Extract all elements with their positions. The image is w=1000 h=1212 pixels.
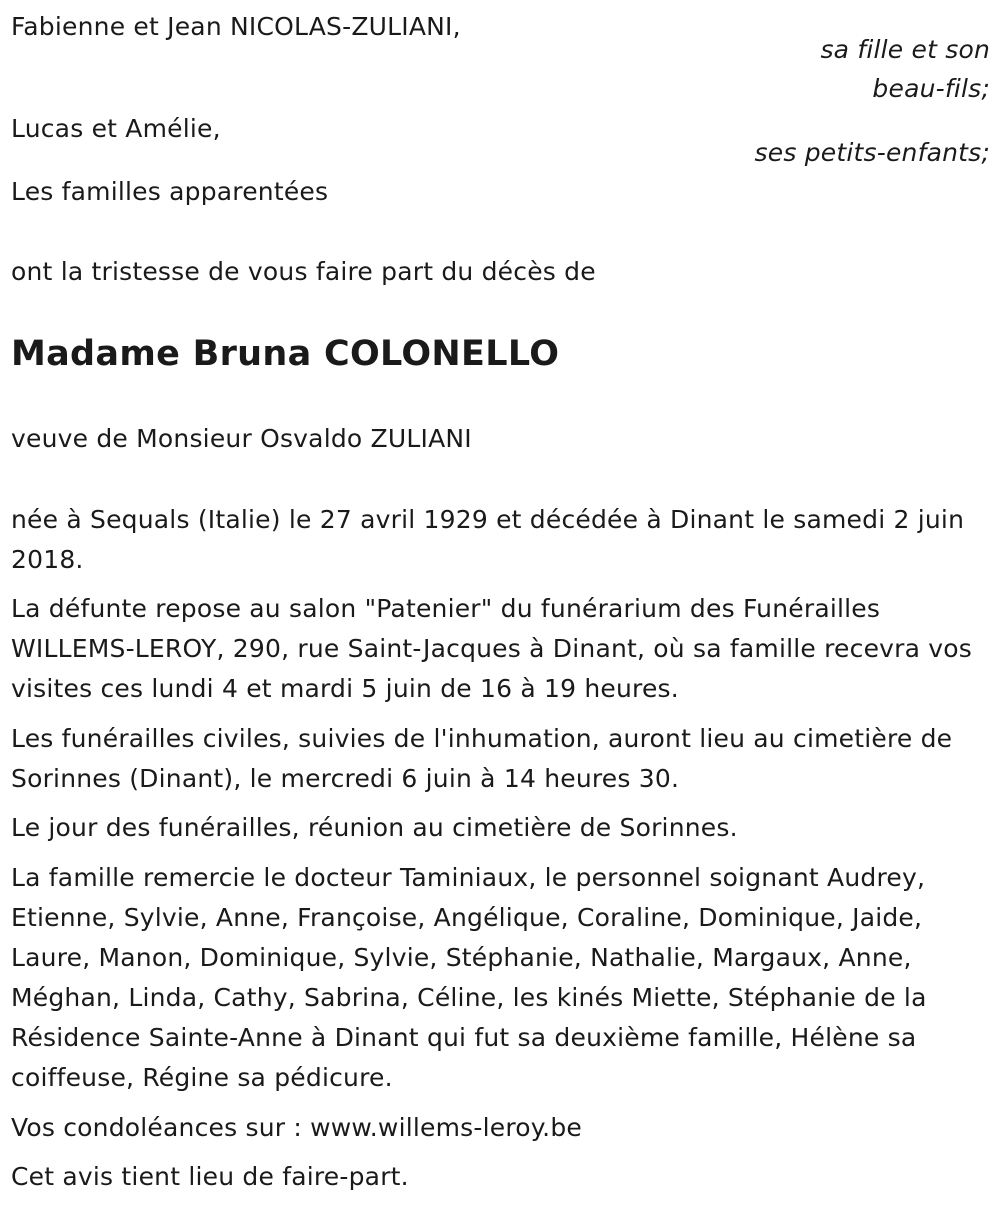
- funeral-paragraph: Les funérailles civiles, suivies de l'inhumation, auront lieu au cimetière de Sorinnes (Dinant), le mercredi 6 juin à 14 heures 30.: [11, 724, 953, 793]
- deceased-name: Madame Bruna COLONELLO: [11, 334, 560, 374]
- family-role-son-in-law: beau-fils;: [872, 74, 990, 103]
- thanks-paragraph: La famille remercie le docteur Taminiaux, le personnel soignant Audrey, Etienne, Sylvie, Anne, Françoise, Angélique, Coraline, Dominique, Jaide, Laure, Manon, Dominique, Sylvie, Stéphanie, Nathalie, Margaux, Anne, Méghan, Linda, Cathy, Sabrina, Céline, les kinés Miette, Stéphanie de la Résidence Sainte-Anne à Dinant qui fut sa deuxième famille, Hélène sa coiffeuse, Régine sa pédicure.: [11, 863, 927, 1092]
- meeting-paragraph: Le jour des funérailles, réunion au cimetière de Sorinnes.: [11, 813, 738, 842]
- condolences-label: Vos condoléances sur :: [11, 1113, 311, 1142]
- rest-paragraph: La défunte repose au salon "Patenier" du funérarium des Funérailles WILLEMS-LEROY, 290, rue Saint-Jacques à Dinant, où sa famille recevra vos visites ces lundi 4 et mardi 5 juin de 16 à 19 heures.: [11, 594, 973, 703]
- family-member-line-1: Fabienne et Jean NICOLAS-ZULIANI,: [11, 12, 461, 41]
- announcement-text: ont la tristesse de vous faire part du décès de: [11, 257, 596, 286]
- widow-of-text: veuve de Monsieur Osvaldo ZULIANI: [11, 424, 472, 453]
- notice-paragraph: Cet avis tient lieu de faire-part.: [11, 1162, 409, 1191]
- condolences-link[interactable]: www.willems-leroy.be: [310, 1113, 582, 1142]
- family-member-line-3: Les familles apparentées: [11, 177, 329, 206]
- family-role-daughter: sa fille et son: [820, 35, 990, 64]
- family-member-line-2: Lucas et Amélie,: [11, 114, 221, 143]
- birth-death-paragraph: née à Sequals (Italie) le 27 avril 1929 et décédée à Dinant le samedi 2 juin 2018.: [11, 505, 965, 574]
- family-role-grandchildren: ses petits-enfants;: [754, 138, 990, 167]
- condolences-line: [11, 1108, 996, 1148]
